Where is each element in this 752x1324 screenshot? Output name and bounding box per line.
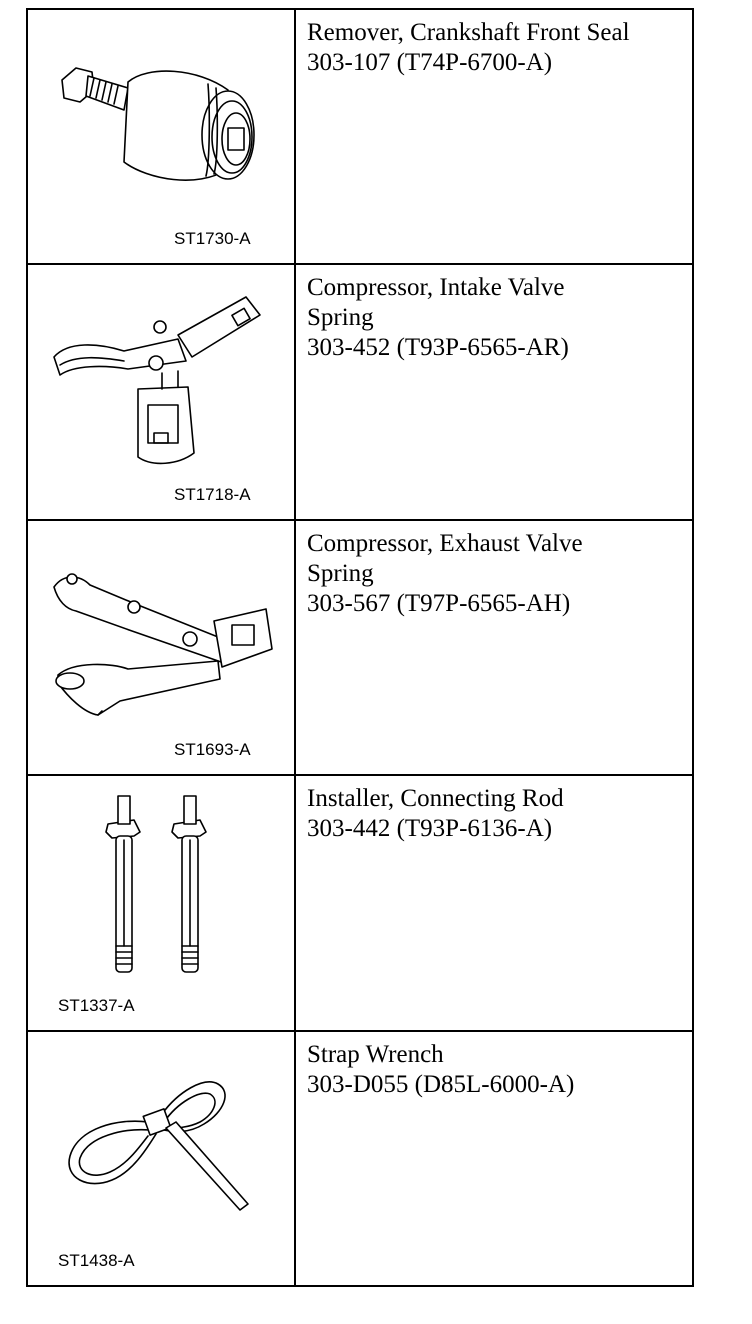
tool-part-number: 303-442 (T93P-6136-A) (307, 815, 553, 843)
crankshaft-front-seal-remover-icon (28, 10, 296, 263)
tool-row (28, 1032, 692, 1285)
figure-id: ST1438-A (58, 1251, 135, 1271)
tool-illustration-cell (28, 776, 296, 1029)
tool-name: Compressor, Exhaust Valve (307, 529, 583, 557)
strap-wrench-icon (28, 1032, 296, 1285)
tool-part-number: 303-452 (T93P-6565-AR) (307, 334, 569, 362)
figure-id: ST1730-A (174, 229, 251, 249)
tool-row (28, 776, 692, 1031)
tool-row (28, 265, 692, 520)
connecting-rod-installer-icon (28, 776, 296, 1029)
tool-name-continued: Spring (307, 559, 374, 587)
tool-name: Strap Wrench (307, 1040, 444, 1068)
tool-name-continued: Spring (307, 304, 374, 332)
tool-description-cell (296, 10, 692, 263)
tool-part-number: 303-567 (T97P-6565-AH) (307, 589, 571, 617)
tool-description-cell (296, 265, 692, 518)
tool-illustration-cell (28, 265, 296, 518)
tool-row (28, 521, 692, 776)
tool-description-cell (296, 521, 692, 774)
tool-part-number: 303-D055 (D85L-6000-A) (307, 1070, 575, 1098)
tool-description-cell (296, 1032, 692, 1285)
tool-row (28, 10, 692, 265)
tool-part-number: 303-107 (T74P-6700-A) (307, 49, 553, 76)
tool-illustration-cell (28, 521, 296, 774)
exhaust-valve-spring-compressor-icon (28, 521, 296, 774)
special-tools-table (26, 8, 694, 1287)
tool-illustration-cell (28, 10, 296, 263)
figure-id: ST1693-A (174, 740, 251, 760)
tool-illustration-cell (28, 1032, 296, 1285)
tool-name: Installer, Connecting Rod (307, 785, 564, 813)
figure-id: ST1337-A (58, 995, 135, 1015)
tool-name: Compressor, Intake Valve (307, 274, 565, 302)
tool-description-cell (296, 776, 692, 1029)
tool-name: Remover, Crankshaft Front Seal (307, 19, 630, 46)
figure-id: ST1718-A (174, 484, 251, 504)
intake-valve-spring-compressor-icon (28, 265, 296, 518)
